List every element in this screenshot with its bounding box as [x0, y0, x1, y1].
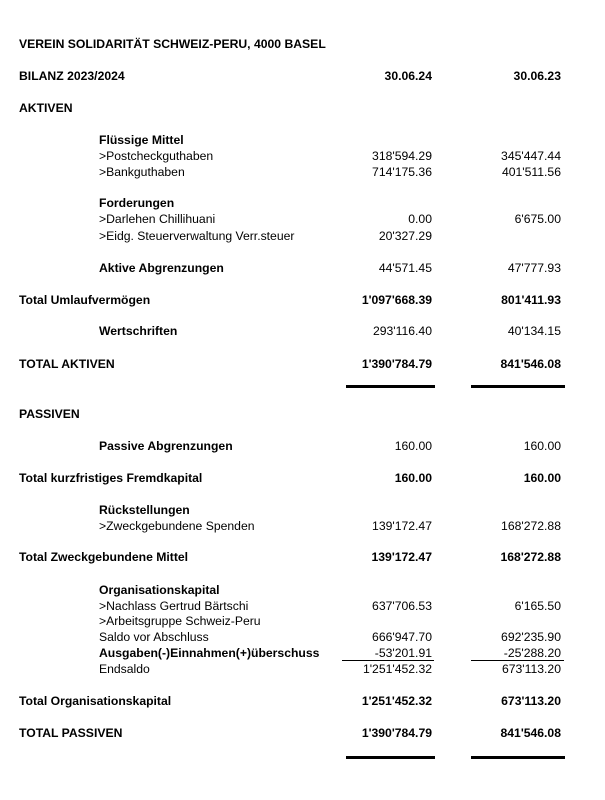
- row-value-2024: 637'706.53: [372, 599, 432, 613]
- row-value-2023: 345'447.44: [501, 149, 561, 163]
- column-header-2023: 30.06.23: [513, 69, 561, 83]
- row-label-zweckgebundene-spenden: >Zweckgebundene Spenden: [99, 519, 255, 533]
- row-label-saldo-vor-abschluss: Saldo vor Abschluss: [99, 630, 209, 644]
- total-label-umlaufvermoegen: Total Umlaufvermögen: [19, 293, 151, 307]
- report-title: BILANZ 2023/2024: [19, 69, 125, 83]
- row-value-2023: 6'675.00: [514, 212, 561, 226]
- row-label-ausgaben-einnahmen: Ausgaben(-)Einnahmen(+)überschuss: [99, 646, 320, 660]
- row-value-2023: 401'511.56: [501, 165, 561, 179]
- double-underline: [346, 385, 435, 388]
- row-value-2023: 160.00: [523, 439, 561, 453]
- total-value-2024: 1'390'784.79: [361, 726, 432, 740]
- section-heading-aktiven: AKTIVEN: [19, 101, 73, 115]
- row-value-2023: 47'777.93: [507, 261, 561, 275]
- total-label-zweckgebundene-mittel: Total Zweckgebundene Mittel: [19, 550, 189, 564]
- subtotal-underline: [471, 660, 564, 661]
- total-label-passiven: TOTAL PASSIVEN: [19, 726, 123, 740]
- row-label-bank: >Bankguthaben: [99, 165, 185, 179]
- column-header-2024: 30.06.24: [384, 69, 432, 83]
- row-value-2024: 318'594.29: [372, 149, 432, 163]
- double-underline: [346, 756, 435, 759]
- row-value-2023: 692'235.90: [501, 630, 561, 644]
- total-value-2023: 801'411.93: [501, 293, 561, 307]
- row-label-nachlass: >Nachlass Gertrud Bärtschi: [99, 599, 249, 613]
- row-value-2024: 293'116.40: [372, 324, 432, 338]
- row-value-2023: 673'113.20: [501, 662, 561, 676]
- double-underline: [471, 385, 565, 388]
- total-label-fremdkapital: Total kurzfristiges Fremdkapital: [19, 471, 203, 485]
- row-value-2024: 1'251'452.32: [362, 662, 432, 676]
- total-value-2024: 1'390'784.79: [361, 357, 432, 371]
- group-label-organisationskapital: Organisationskapital: [99, 583, 220, 597]
- row-value-2024: 20'327.29: [378, 229, 432, 243]
- row-value-2024: 666'947.70: [372, 630, 432, 644]
- row-value-2024: 0.00: [408, 212, 432, 226]
- total-value-2024: 139'172.47: [371, 550, 432, 564]
- row-value-2023: 168'272.88: [501, 519, 561, 533]
- total-value-2023: 673'113.20: [501, 694, 561, 708]
- total-value-2023: 160.00: [523, 471, 561, 485]
- group-label-forderungen: Forderungen: [99, 196, 175, 210]
- row-value-2024: 139'172.47: [372, 519, 432, 533]
- double-underline: [471, 756, 565, 759]
- row-label-verrechnungssteuer: >Eidg. Steuerverwaltung Verr.steuer: [99, 229, 295, 243]
- row-label-aktive-abgrenzungen: Aktive Abgrenzungen: [99, 261, 224, 275]
- row-value-2023: -25'288.20: [503, 646, 561, 660]
- group-label-fluessige-mittel: Flüssige Mittel: [99, 133, 184, 147]
- total-value-2023: 168'272.88: [500, 550, 561, 564]
- org-title: VEREIN SOLIDARITÄT SCHWEIZ-PERU, 4000 BASEL: [19, 37, 326, 51]
- total-value-2024: 1'097'668.39: [361, 293, 432, 307]
- row-value-2024: 160.00: [394, 439, 432, 453]
- section-heading-passiven: PASSIVEN: [19, 407, 80, 421]
- group-label-rueckstellungen: Rückstellungen: [99, 503, 190, 517]
- row-label-passive-abgrenzungen: Passive Abgrenzungen: [99, 439, 233, 453]
- row-label-endsaldo: Endsaldo: [99, 662, 150, 676]
- row-value-2023: 40'134.15: [507, 324, 561, 338]
- row-label-darlehen: >Darlehen Chillihuani: [99, 212, 216, 226]
- row-label-arbeitsgruppe: >Arbeitsgruppe Schweiz-Peru: [99, 614, 261, 628]
- total-label-organisationskapital: Total Organisationskapital: [19, 694, 172, 708]
- total-value-2024: 1'251'452.32: [361, 694, 432, 708]
- row-value-2023: 6'165.50: [514, 599, 561, 613]
- total-value-2024: 160.00: [394, 471, 432, 485]
- subtotal-underline: [342, 660, 434, 661]
- row-value-2024: 44'571.45: [378, 261, 432, 275]
- total-value-2023: 841'546.08: [500, 726, 561, 740]
- total-label-aktiven: TOTAL AKTIVEN: [19, 357, 115, 371]
- row-value-2024: 714'175.36: [372, 165, 432, 179]
- row-label-postcheck: >Postcheckguthaben: [99, 149, 214, 163]
- row-value-2024: -53'201.91: [374, 646, 432, 660]
- total-value-2023: 841'546.08: [500, 357, 561, 371]
- row-label-wertschriften: Wertschriften: [99, 324, 178, 338]
